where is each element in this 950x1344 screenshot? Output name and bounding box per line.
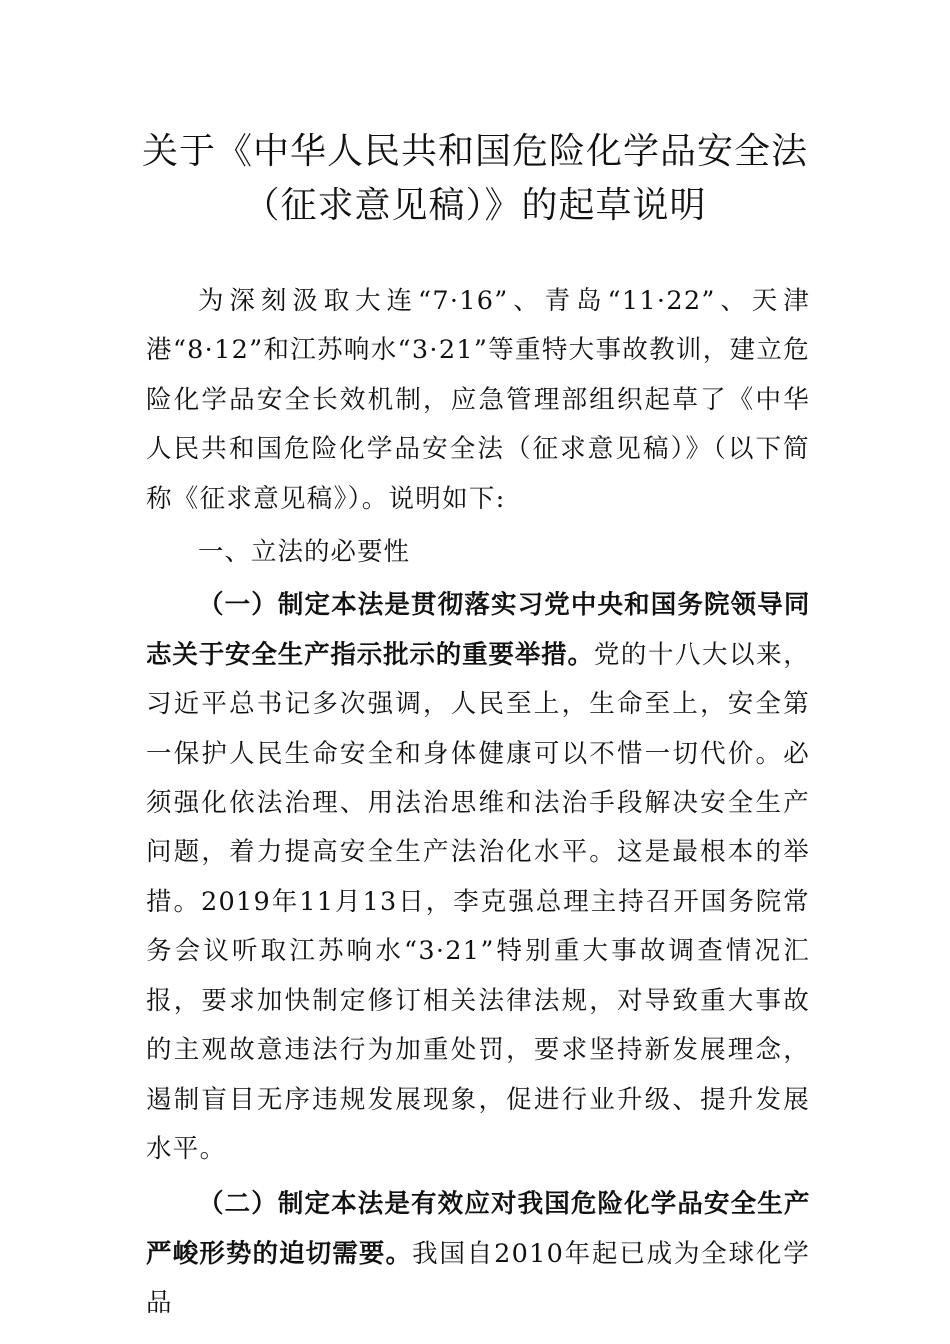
item-one-paragraph <box>146 581 810 1174</box>
item-one-text: 党的十八大以来，习近平总书记多次强调，人民至上，生命至上，安全第一保护人民生命安全和身体健康可以不惜一切代价。必须强化依法治理、用法治思维和法治手段解决安全生产问题，着力提高安全生产法治化水平。这是最根本的举措。2019年11月13日，李克强总理主持召开国务院常务会议听取江苏响水“3·21”特别重大事故调查情况汇报，要求加快制定修订相关法律法规，对导致重大事故的主观故意违法行为加重处罚，要求坚持新发展理念，遏制盲目无序违规发展现象，促进行业升级、提升发展水平。 <box>146 639 810 1164</box>
intro-paragraph: 为深刻汲取大连“7·16”、青岛“11·22”、天津港“8·12”和江苏响水“3·21”等重特大事故教训，建立危险化学品安全长效机制，应急管理部组织起草了《中华人民共和国危险化学品安全法（征求意见稿）》（以下简称《征求意见稿》）。说明如下: <box>146 286 810 514</box>
item-two-lead: （二）制定本法是有效应对我国危险化学品安全生产严峻形势的迫切需要。 <box>146 1189 810 1269</box>
document-title-line-2: （征求意见稿）》的起草说明 <box>243 185 707 226</box>
item-two-paragraph <box>146 1180 810 1328</box>
section-heading-necessity: 一、立法的必要性 <box>198 537 411 568</box>
item-two-text: 我国自2010年起已成为全球化学品 <box>146 1238 810 1319</box>
document-body <box>146 277 810 1329</box>
document-title-line-1: 关于《中华人民共和国危险化学品安全法 <box>141 131 808 172</box>
item-one-lead: （一）制定本法是贯彻落实习党中央和国务院领导同志关于安全生产指示批示的重要举措。 <box>146 590 810 670</box>
